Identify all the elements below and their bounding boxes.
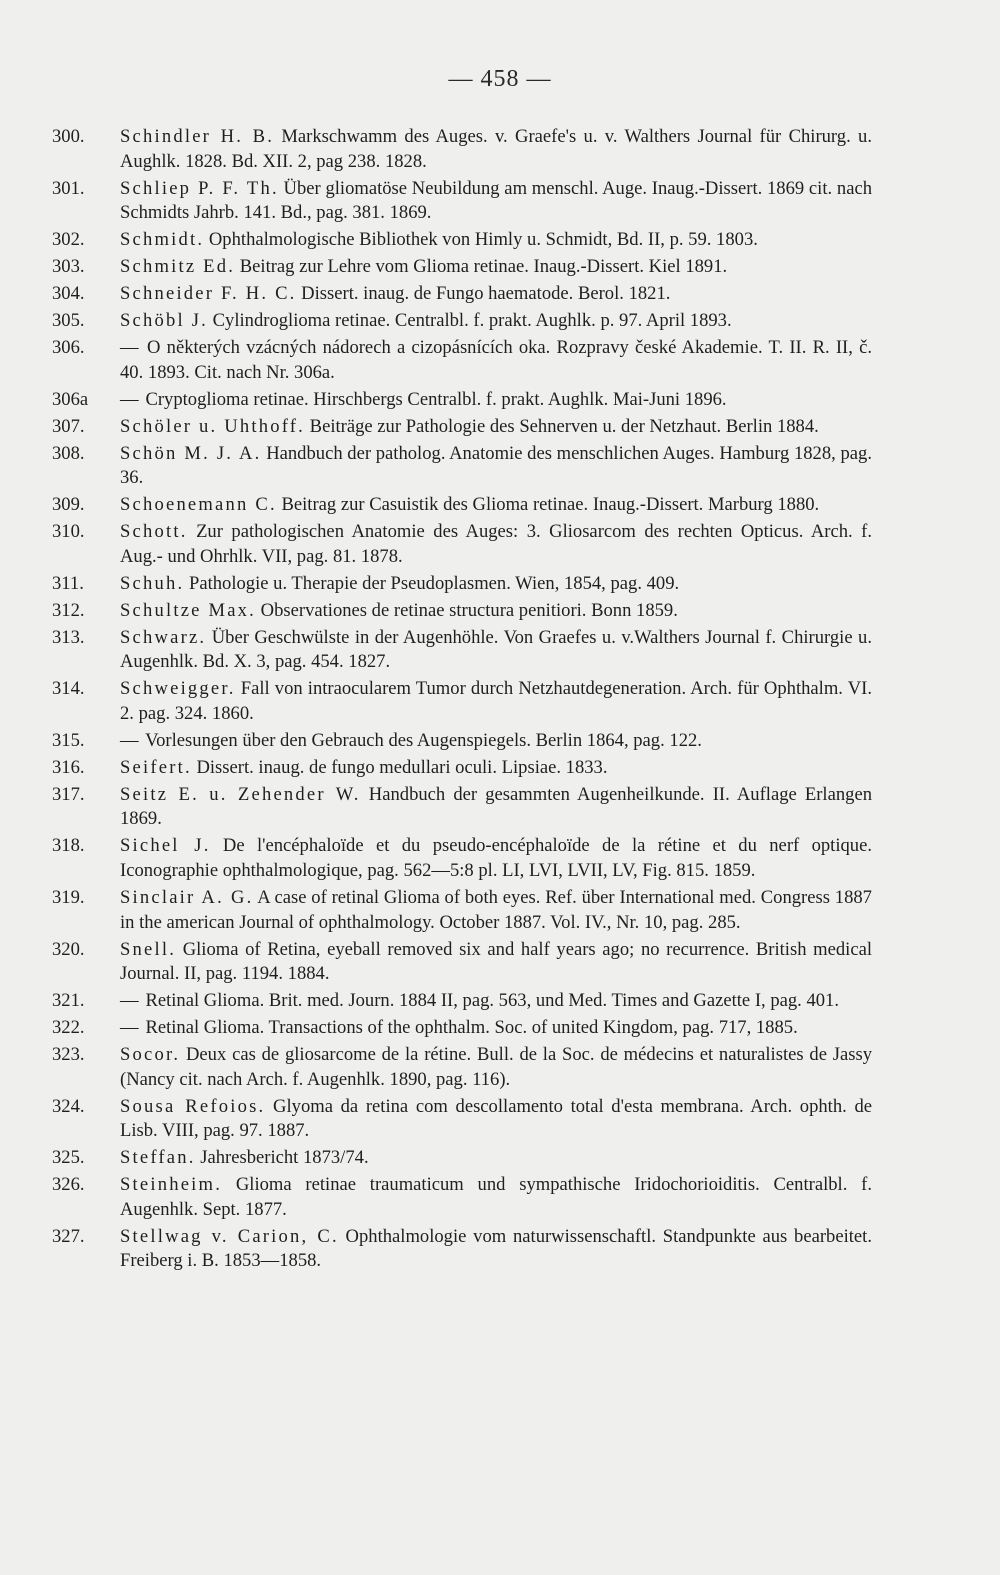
entry-citation: Pathologie u. Therapie der Pseudoplasmen. Wien, 1854, pag. 409. (184, 572, 680, 594)
entry-author: Schoenemann C. (120, 494, 277, 516)
entry-citation: Retinal Glioma. Transactions of the ophthalm. Soc. of united Kingdom, pag. 717, 1885. (140, 1017, 798, 1039)
entry-number: 301. (52, 177, 85, 199)
bibliography-entry (52, 493, 872, 518)
bibliography-entry (52, 886, 872, 935)
entry-citation: Deux cas de gliosarcome de la rétine. Bull. de la Soc. de médecins et naturalistes de Jassy (Nancy cit. nach Arch. f. Augenhlk. 1890, pag. 116). (120, 1044, 872, 1090)
entry-number: 309. (52, 494, 85, 516)
entry-author: — (120, 337, 141, 359)
entry-body (120, 1173, 872, 1222)
entry-number: 306. (52, 337, 85, 359)
bibliography-entry (52, 415, 872, 440)
entry-author: — (120, 1017, 141, 1039)
entry-author: Schön M. J. A. (120, 442, 262, 464)
bibliography-entry (52, 677, 872, 726)
bibliography-entry (52, 520, 872, 569)
entry-body (120, 886, 872, 935)
entry-author: Schott. (120, 521, 188, 543)
entry-body (120, 493, 872, 518)
entry-citation: Glyoma da retina com descollamento total d'esta membrana. Arch. ophth. de Lisb. VIII, pag. 97. 1887. (120, 1095, 872, 1142)
entry-citation: De l'encéphaloïde et du pseudo-encéphaloïde de la rétine et du nerf optique. Iconographie ophthalmologique, pag. 562—5:8 pl. LI, LVI, LVII, LV, Fig. 815. 1859. (120, 835, 872, 882)
entry-author: Schultze Max. (120, 599, 257, 621)
entry-author: Schöler u. Uhthoff. (120, 415, 306, 437)
entry-number: 310. (52, 521, 85, 543)
entry-number: 302. (52, 229, 85, 251)
entry-body (120, 729, 872, 754)
bibliography-entry (52, 989, 872, 1014)
entry-number: 321. (52, 990, 85, 1012)
entry-number: 322. (52, 1017, 85, 1039)
entry-number: 317. (52, 783, 85, 805)
entry-author: — (120, 990, 141, 1012)
entry-number: 323. (52, 1044, 85, 1066)
bibliography-entry (52, 834, 872, 883)
entry-body (120, 834, 872, 883)
bibliography-entry (52, 442, 872, 491)
entry-number: 313. (52, 626, 85, 648)
entry-citation: Fall von intraocularem Tumor durch Netzhautdegeneration. Arch. für Ophthalm. VI. 2. pag. 324. 1860. (120, 678, 872, 724)
entry-number: 315. (52, 729, 85, 751)
entry-body (120, 282, 872, 307)
entry-number: 312. (52, 599, 85, 621)
entry-author: Seitz E. u. Zehender W. (120, 783, 361, 805)
bibliography-entry (52, 177, 872, 226)
entry-citation: A case of retinal Glioma of both eyes. Ref. über International med. Congress 1887 in the american Journal of ophthalmology. October 1887. Vol. IV., Nr. 10, pag. 285. (120, 887, 872, 933)
entry-body (120, 938, 872, 987)
bibliography-entry (52, 1016, 872, 1041)
entry-body (120, 599, 872, 624)
bibliography-entry (52, 125, 872, 174)
entry-citation: Cylindroglioma retinae. Centralbl. f. prakt. Aughlk. p. 97. April 1893. (207, 310, 732, 332)
entry-body (120, 756, 872, 781)
entry-body (120, 783, 872, 832)
entry-body (120, 336, 872, 385)
entry-number: 325. (52, 1147, 85, 1169)
entry-body (120, 1095, 872, 1144)
bibliography-entry (52, 228, 872, 253)
entry-author: Schmitz Ed. (120, 256, 236, 278)
entry-body (120, 520, 872, 569)
entry-citation: Dissert. inaug. de fungo medullari oculi. Lipsiae. 1833. (191, 756, 608, 778)
bibliography-entry (52, 255, 872, 280)
entry-body (120, 677, 872, 726)
entry-author: Schmidt. (120, 229, 205, 251)
bibliography-entry (52, 1173, 872, 1222)
entry-number: 319. (52, 887, 85, 909)
entry-number: 304. (52, 283, 85, 305)
entry-number: 305. (52, 310, 85, 332)
entry-number: 308. (52, 442, 85, 464)
entry-number: 306a (52, 388, 89, 410)
entry-author: Sichel J. (120, 835, 211, 857)
entry-citation: Handbuch der gesammten Augenheilkunde. II. Auflage Erlangen 1869. (120, 783, 872, 830)
entry-body (120, 1043, 872, 1092)
page-number: — 458 — (448, 66, 552, 92)
entry-number: 318. (52, 835, 85, 857)
bibliography-entry (52, 783, 872, 832)
entry-citation: Ophthalmologische Bibliothek von Himly u. Schmidt, Bd. II, p. 59. 1803. (204, 229, 758, 251)
entry-citation: Retinal Glioma. Brit. med. Journ. 1884 II, pag. 563, und Med. Times and Gazette I, pag. 401. (140, 990, 839, 1012)
entry-number: 300. (52, 126, 85, 147)
entry-body (120, 255, 872, 280)
entry-body (120, 1016, 872, 1041)
bibliography-entry (52, 1225, 872, 1274)
bibliography-entry (52, 309, 872, 334)
entry-number: 314. (52, 678, 85, 700)
entry-citation: Beitrag zur Casuistik des Glioma retinae. Inaug.-Dissert. Marburg 1880. (276, 494, 820, 516)
entry-citation: Handbuch der patholog. Anatomie des menschlichen Auges. Hamburg 1828, pag. 36. (120, 442, 872, 489)
bibliography-entry (52, 388, 872, 413)
entry-citation: Observationes de retinae structura penitiori. Bonn 1859. (256, 599, 678, 621)
entry-body (120, 415, 872, 440)
entry-author: Stellwag v. Carion, C. (120, 1225, 339, 1247)
entry-number: 303. (52, 256, 85, 278)
entry-author: Sinclair A. G. (120, 887, 254, 909)
entry-citation: Glioma retinae traumaticum und sympathische Iridochorioiditis. Centralbl. f. Augenhlk. Sept. 1877. (120, 1174, 872, 1220)
entry-number: 327. (52, 1225, 85, 1247)
entry-body (120, 125, 872, 174)
entry-body (120, 572, 872, 597)
entry-author: — (120, 729, 141, 751)
bibliography-entry (52, 1043, 872, 1092)
entry-author: Schneider F. H. C. (120, 283, 297, 305)
entry-author: Schuh. (120, 572, 185, 594)
entry-number: 324. (52, 1095, 85, 1117)
entry-citation: O některých vzácných nádorech a cizopásnících oka. Rozpravy české Akademie. T. II. R. II, č. 40. 1893. Cit. nach Nr. 306a. (120, 337, 872, 383)
entry-body (120, 388, 872, 413)
entry-citation: Beiträge zur Pathologie des Sehnerven u. der Netzhaut. Berlin 1884. (305, 415, 819, 437)
entry-author: Schweigger. (120, 678, 236, 700)
bibliography-entry (52, 1095, 872, 1144)
entry-body (120, 1146, 872, 1171)
entry-body (120, 989, 872, 1014)
entry-number: 320. (52, 938, 85, 960)
entry-number: 307. (52, 415, 85, 437)
entry-citation: Ophthalmologie vom naturwissenschaftl. Standpunkte aus bearbeitet. Freiberg i. B. 1853—1858. (120, 1225, 872, 1272)
entry-author: Steinheim. (120, 1174, 223, 1196)
entry-body (120, 1225, 872, 1274)
bibliography-list (52, 125, 872, 1276)
bibliography-entry (52, 756, 872, 781)
bibliography-entry (52, 572, 872, 597)
entry-author: Steffan. (120, 1147, 196, 1169)
entry-body (120, 442, 872, 491)
bibliography-entry (52, 336, 872, 385)
bibliography-entry (52, 1146, 872, 1171)
entry-author: Schöbl J. (120, 310, 208, 332)
bibliography-entry (52, 938, 872, 987)
entry-citation: Cryptoglioma retinae. Hirschbergs Centralbl. f. prakt. Aughlk. Mai-Juni 1896. (140, 388, 727, 410)
entry-citation: Beitrag zur Lehre vom Glioma retinae. Inaug.-Dissert. Kiel 1891. (235, 256, 728, 278)
entry-citation: Dissert. inaug. de Fungo haematode. Berol. 1821. (296, 283, 671, 305)
entry-citation: Jahresbericht 1873/74. (195, 1147, 369, 1169)
entry-number: 311. (52, 572, 84, 594)
entry-citation: Markschwamm des Auges. v. Graefe's u. v. Walthers Journal für Chirurg. u. Aughlk. 1828. Bd. XII. 2, pag 238. 1828. (120, 126, 873, 172)
entry-author: — (120, 388, 141, 410)
entry-author: Seifert. (120, 756, 192, 778)
bibliography-entry (52, 626, 872, 675)
entry-citation: Glioma of Retina, eyeball removed six and half years ago; no recurrence. British medical Journal. II, pag. 1194. 1884. (120, 938, 872, 985)
entry-author: Socor. (120, 1044, 181, 1066)
entry-author: Schliep P. F. Th. (120, 177, 279, 199)
entry-body (120, 228, 872, 253)
entry-citation: Über gliomatöse Neubildung am menschl. Auge. Inaug.-Dissert. 1869 cit. nach Schmidts Jahrb. 141. Bd., pag. 381. 1869. (120, 177, 872, 224)
entry-body (120, 309, 872, 334)
entry-author: Sousa Refoios. (120, 1095, 266, 1117)
entry-body (120, 177, 872, 226)
entry-author: Snell. (120, 938, 177, 960)
entry-author: Schwarz. (120, 626, 207, 648)
bibliography-entry (52, 282, 872, 307)
bibliography-entry (52, 729, 872, 754)
entry-number: 326. (52, 1174, 85, 1196)
entry-body (120, 626, 872, 675)
bibliography-entry (52, 599, 872, 624)
entry-author: Schindler H. B. (120, 126, 275, 147)
entry-citation: Über Geschwülste in der Augenhöhle. Von Graefes u. v.Walthers Journal f. Chirurgie u. Augenhlk. Bd. X. 3, pag. 454. 1827. (120, 626, 872, 673)
entry-citation: Vorlesungen über den Gebrauch des Augenspiegels. Berlin 1864, pag. 122. (140, 729, 702, 751)
entry-citation: Zur pathologischen Anatomie des Auges: 3. Gliosarcom des rechten Opticus. Arch. f. Aug.- und Ohrhlk. VII, pag. 81. 1878. (120, 521, 872, 567)
entry-number: 316. (52, 756, 85, 778)
